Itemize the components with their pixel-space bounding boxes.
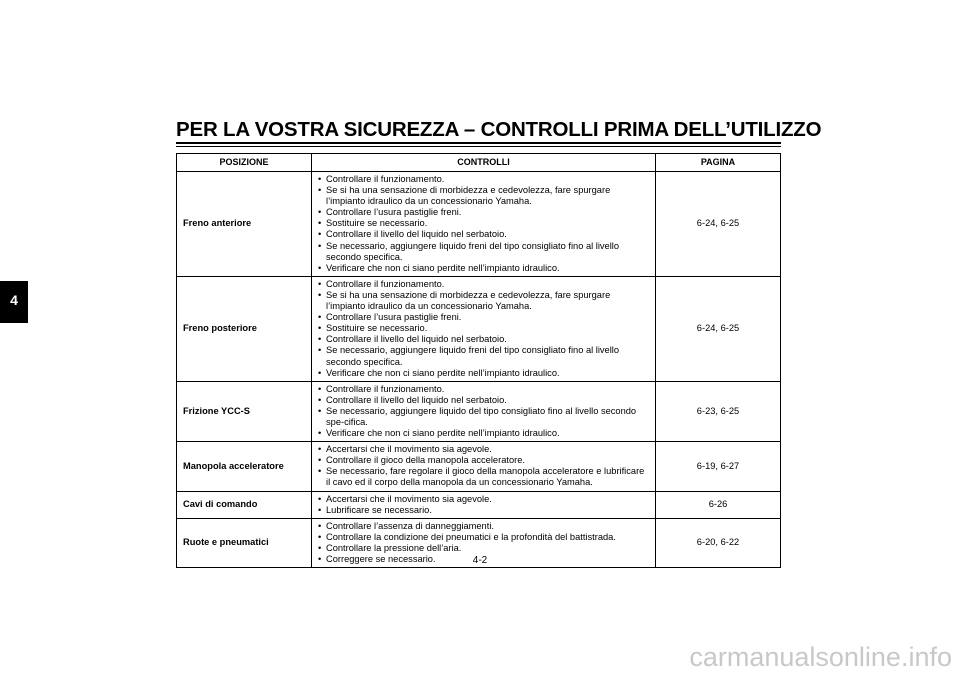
check-item: • Accertarsi che il movimento sia agevole. [318,444,651,455]
check-item: • Controllare la pressione dell’aria. [318,543,651,554]
header-checks: CONTROLLI [312,154,656,172]
check-item: • Controllare il livello del liquido nel serbatoio. [318,395,651,406]
check-item: • Sostituire se necessario. [318,323,651,334]
table-row [177,381,781,441]
table-row [177,442,781,491]
check-list [318,494,651,516]
check-item: • Lubrificare se necessario. [318,505,651,516]
row-checks [312,442,656,491]
row-checks [312,381,656,441]
check-item: • Verificare che non ci siano perdite nell’impianto idraulico. [318,428,651,439]
row-pages: 6-24, 6-25 [656,172,781,277]
check-item: • Controllare il funzionamento. [318,279,651,290]
check-item: • Se necessario, aggiungere liquido freni del tipo consigliato fino al livello secondo specifica. [318,241,651,263]
row-pages: 6-26 [656,491,781,518]
check-item: • Controllare il livello del liquido nel serbatoio. [318,229,651,240]
title-rule [176,142,781,144]
row-pages: 6-24, 6-25 [656,276,781,381]
header-page: PAGINA [656,154,781,172]
check-item: • Accertarsi che il movimento sia agevole. [318,494,651,505]
page-number: 4-2 [472,555,488,566]
row-position: Cavi di comando [177,491,312,518]
chapter-tab [0,281,28,323]
check-item: • Se si ha una sensazione di morbidezza e cedevolezza, fare spurgare l’impianto idraulico da un concessionario Yamaha. [318,290,651,312]
table-body [177,172,781,568]
watermark: carmanualsonline.info [689,642,952,672]
row-position: Manopola acceleratore [177,442,312,491]
check-item: • Se si ha una sensazione di morbidezza e cedevolezza, fare spurgare l’impianto idraulico da un concessionario Yamaha. [318,185,651,207]
table-row [177,491,781,518]
check-item: • Correggere se necessario. [318,554,651,565]
check-list [318,384,651,439]
table-row [177,172,781,277]
check-item: • Controllare il funzionamento. [318,384,651,395]
table-row [177,276,781,381]
row-pages: 6-19, 6-27 [656,442,781,491]
table-header-row [177,154,781,172]
check-item: • Controllare l’usura pastiglie freni. [318,312,651,323]
check-item: • Se necessario, aggiungere liquido del tipo consigliato fino al livello secondo spe-cifica. [318,406,651,428]
check-list [318,444,651,488]
row-position: Freno anteriore [177,172,312,277]
check-list [318,279,651,379]
row-position: Frizione YCC-S [177,381,312,441]
row-checks [312,172,656,277]
row-pages: 6-23, 6-25 [656,381,781,441]
check-item: • Sostituire se necessario. [318,218,651,229]
check-item: • Controllare l’usura pastiglie freni. [318,207,651,218]
chapter-number: 4 [10,292,18,308]
row-pages: 6-20, 6-22 [656,518,781,567]
check-item: • Verificare che non ci siano perdite nell’impianto idraulico. [318,368,651,379]
check-item: • Controllare il gioco della manopola acceleratore. [318,455,651,466]
check-item: • Se necessario, aggiungere liquido freni del tipo consigliato fino al livello secondo specifica. [318,345,651,367]
title-rule-thin [176,146,781,147]
row-checks [312,491,656,518]
row-checks [312,276,656,381]
check-item: • Se necessario, fare regolare il gioco della manopola acceleratore e lubrificare il cavo ed il corpo della manopola da un concessionario Yamaha. [318,466,651,488]
row-position: Freno posteriore [177,276,312,381]
header-position: POSIZIONE [177,154,312,172]
checks-table [176,153,781,568]
check-item: • Controllare l’assenza di danneggiamenti. [318,521,651,532]
check-item: • Verificare che non ci siano perdite nell’impianto idraulico. [318,263,651,274]
row-position: Ruote e pneumatici [177,518,312,567]
page-title: PER LA VOSTRA SICUREZZA – CONTROLLI PRIMA DELL’UTILIZZO [176,118,822,141]
check-item: • Controllare il livello del liquido nel serbatoio. [318,334,651,345]
check-list [318,174,651,274]
check-item: • Controllare il funzionamento. [318,174,651,185]
check-item: • Controllare la condizione dei pneumatici e la profondità del battistrada. [318,532,651,543]
